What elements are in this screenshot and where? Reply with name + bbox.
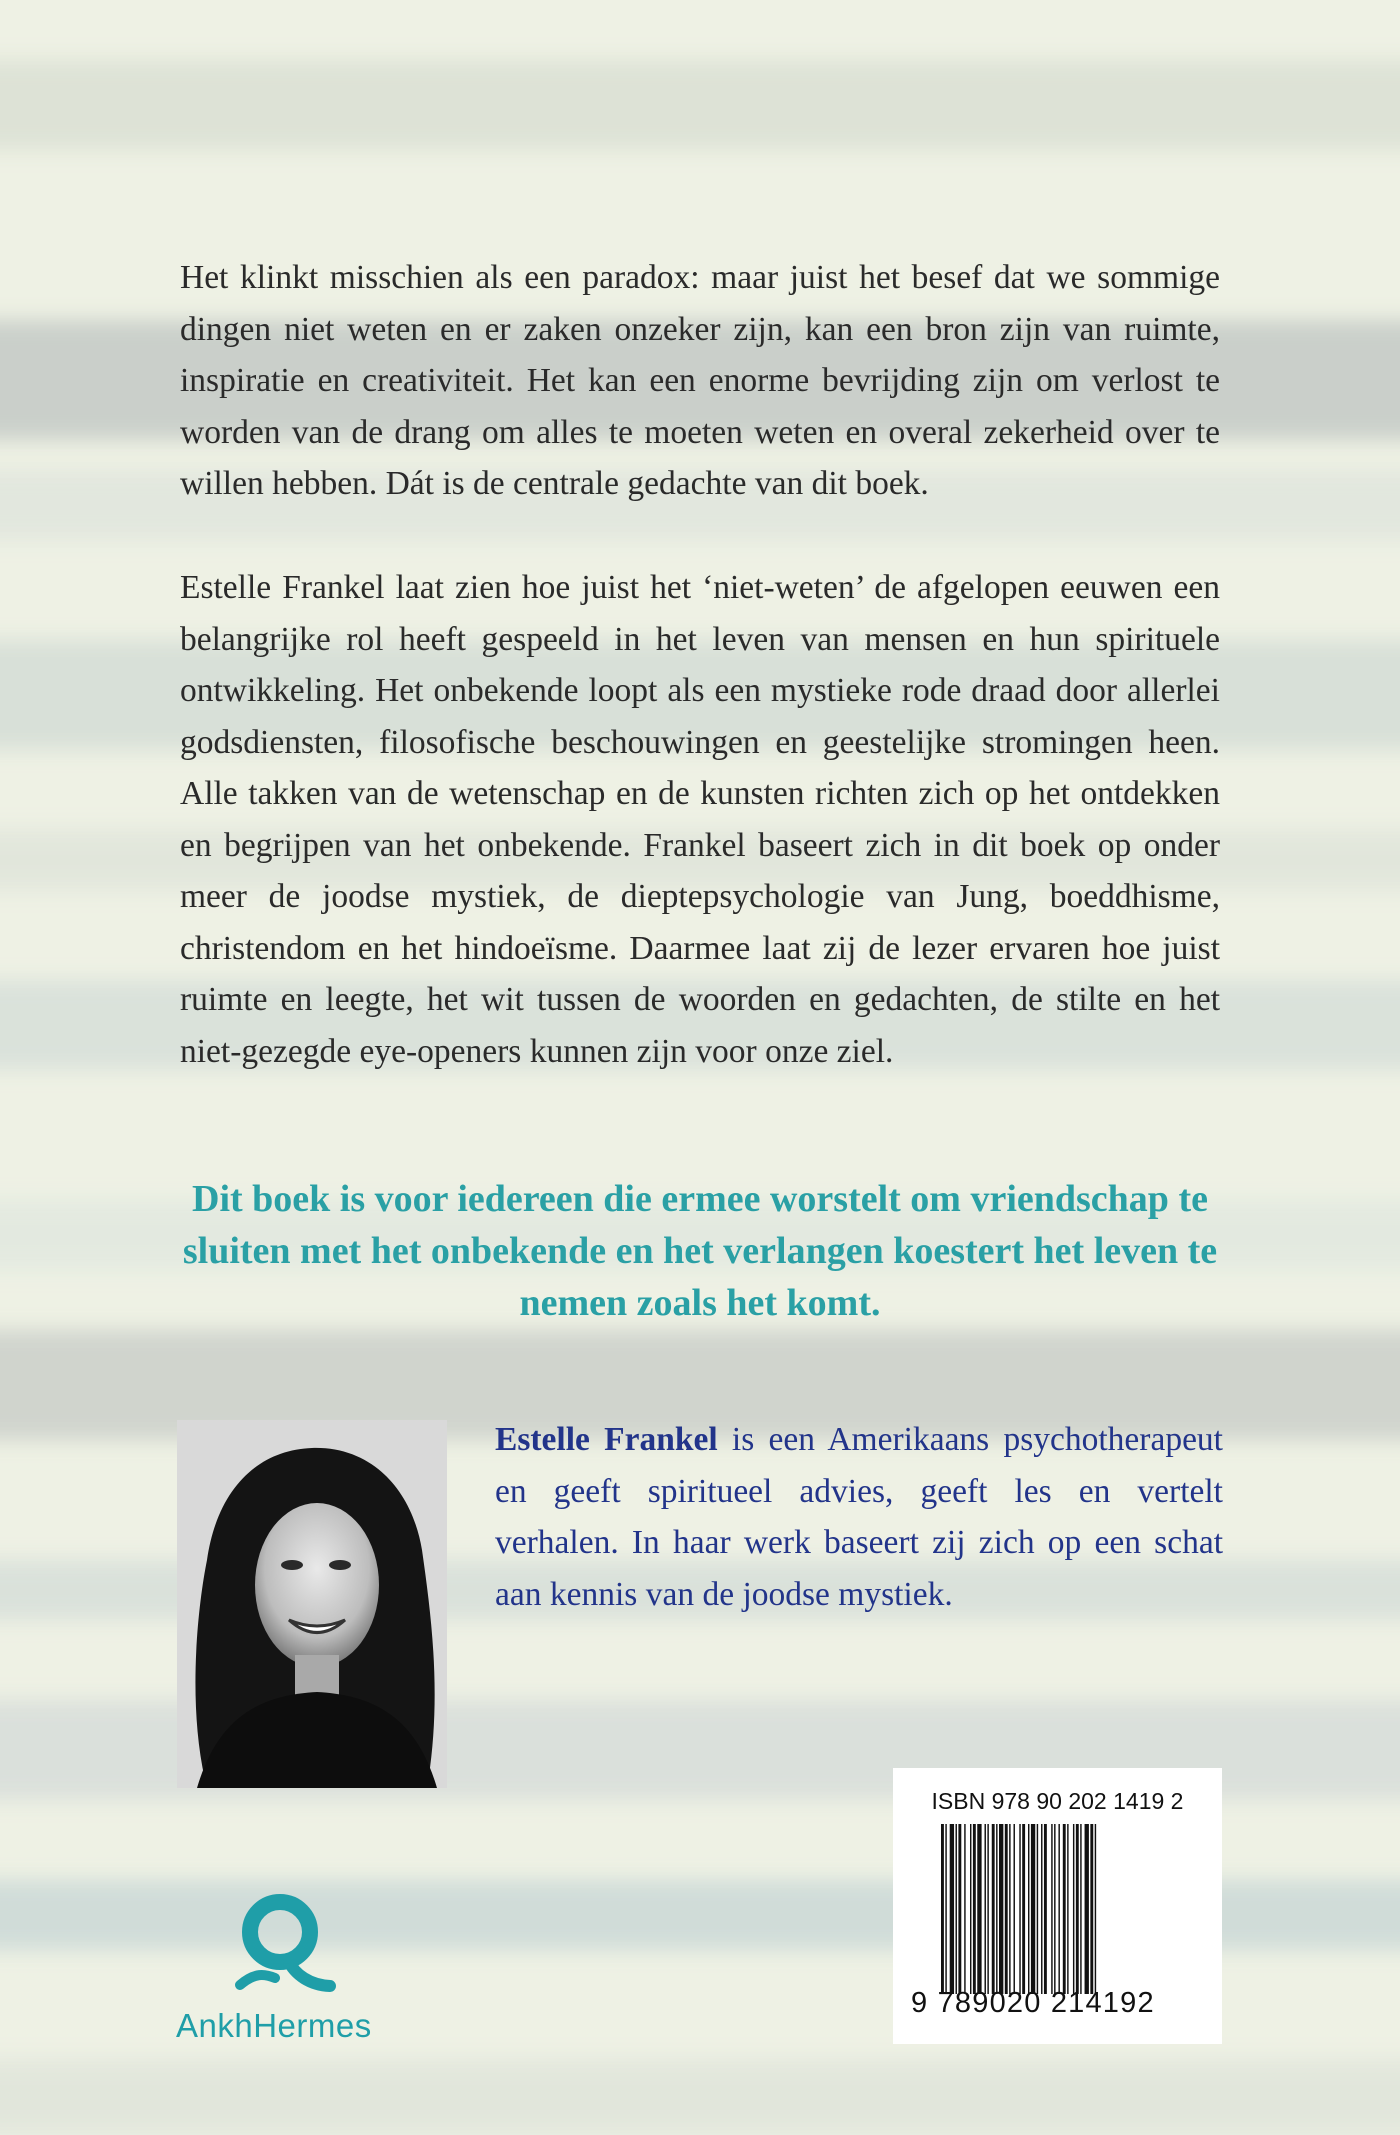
barcode-bar bbox=[1054, 1824, 1055, 1994]
author-bio-text: is een Amerikaans psychotherapeut en geeft spiritueel advies, geeft les en vertelt verhalen. In haar werk baseert zij zich op een schat aan kennis van de joodse mystiek. bbox=[495, 1421, 1223, 1613]
barcode-bar bbox=[1031, 1824, 1035, 1994]
barcode-bar bbox=[1095, 1824, 1096, 1994]
barcode-bar bbox=[950, 1824, 954, 1994]
barcode-bar bbox=[1058, 1824, 1059, 1994]
barcode-bar bbox=[973, 1824, 976, 1994]
barcode-bar bbox=[977, 1824, 981, 1994]
barcode-bar bbox=[1073, 1824, 1074, 1994]
publisher-name: AnkhHermes bbox=[176, 2007, 372, 2044]
barcode-bar bbox=[1022, 1824, 1025, 1994]
barcode-bar bbox=[999, 1824, 1003, 1994]
barcode-digits: 9 789020 214192 bbox=[911, 1987, 1155, 2019]
isbn-label: ISBN 978 90 202 1419 2 bbox=[931, 1788, 1184, 1814]
barcode-bar bbox=[1076, 1824, 1079, 1994]
barcode-bar bbox=[1051, 1824, 1052, 1994]
barcode-bar bbox=[1037, 1824, 1038, 1994]
barcode-bar bbox=[1080, 1824, 1081, 1994]
barcode-bar bbox=[1041, 1824, 1042, 1994]
barcode-bar bbox=[1009, 1824, 1010, 1994]
barcode-bar bbox=[1090, 1824, 1093, 1994]
barcode-bar bbox=[1085, 1824, 1089, 1994]
barcode-bar bbox=[1067, 1824, 1068, 1994]
barcode-bar bbox=[987, 1824, 988, 1994]
barcode-bar bbox=[1063, 1824, 1066, 1994]
barcode-bar bbox=[956, 1824, 957, 1994]
author-photo bbox=[177, 1420, 447, 1788]
barcode-bar bbox=[964, 1824, 965, 1994]
author-bio bbox=[495, 1414, 1223, 1620]
barcode-bar bbox=[996, 1824, 997, 1994]
barcode-bar bbox=[1014, 1824, 1015, 1994]
barcode-bar bbox=[970, 1824, 971, 1994]
isbn-barcode bbox=[893, 1768, 1222, 2044]
barcode-bar bbox=[1019, 1824, 1020, 1994]
author-name: Estelle Frankel bbox=[495, 1421, 718, 1458]
barcode-bar bbox=[1028, 1824, 1029, 1994]
barcode-bar bbox=[1044, 1824, 1047, 1994]
barcode-bar bbox=[941, 1824, 944, 1994]
description-paragraph-1: Het klinkt misschien als een paradox: maar juist het besef dat we sommige dingen niet weten en er zaken onzeker zijn, kan een bron zijn van ruimte, inspiratie en creativiteit. Het kan een enorme bevrijding zijn om verlost te worden van de drang om alles te moeten weten en overal zekerheid over te willen hebben. Dát is de centrale gedachte van dit boek. bbox=[180, 259, 1220, 502]
barcode-bars bbox=[941, 1824, 1174, 1994]
barcode-bar bbox=[958, 1824, 961, 1994]
barcode-bar bbox=[985, 1824, 986, 1994]
barcode-bar bbox=[1005, 1824, 1008, 1994]
description-paragraph-2: Estelle Frankel laat zien hoe juist het ‘niet-weten’ de afgelopen eeuwen een belangrijke rol heeft gespeeld in het leven van mensen en hun spirituele ontwikkeling. Het onbekende loopt als een mystieke rode draad door allerlei godsdiensten, filosofische beschouwingen en geestelijke stromingen heen. Alle takken van de wetenschap en de kunsten richten zich op het ontdekken en begrijpen van het onbekende. Frankel baseert zich in dit boek op onder meer de joodse mystiek, de dieptepsychologie van Jung, boeddhisme, christendom en het hindoeïsme. Daarmee laat zij de lezer ervaren hoe juist ruimte en leegte, het wit tussen de woorden en gedachten, de stilte en het niet-gezegde eye-openers kunnen zijn voor onze ziel. bbox=[180, 569, 1220, 1070]
barcode-bar bbox=[945, 1824, 946, 1994]
tagline: Dit boek is voor iedereen die ermee worstelt om vriendschap te sluiten met het onbekende en het verlangen koestert het leven te nemen zoals het komt. bbox=[182, 1178, 1218, 1324]
barcode-bar bbox=[992, 1824, 995, 1994]
